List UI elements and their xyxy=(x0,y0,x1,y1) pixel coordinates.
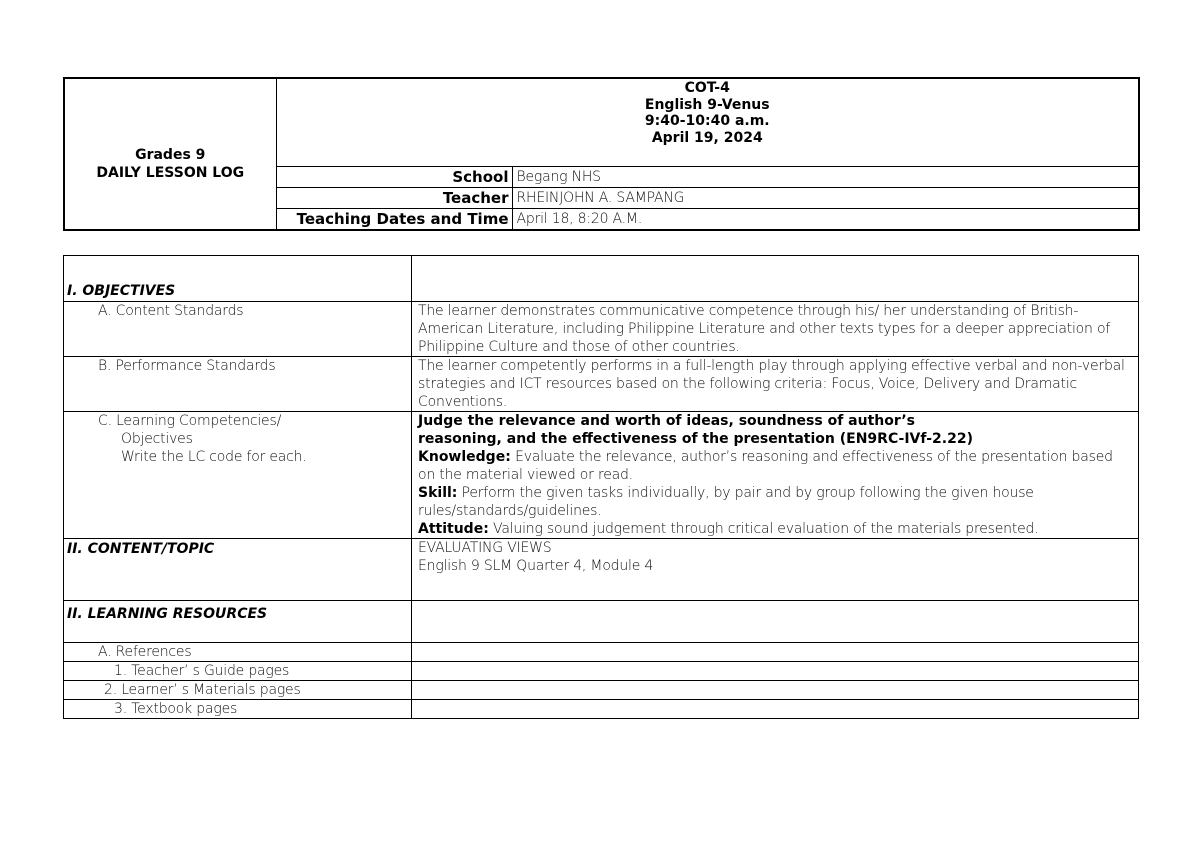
references-label: A. References xyxy=(64,643,412,662)
teacher-guide-pages: 1. Teacher’ s Guide pages xyxy=(64,662,412,681)
grade-cell xyxy=(64,78,276,230)
school-value: Begang NHS xyxy=(512,166,1139,187)
competencies-text xyxy=(412,412,1139,539)
content-topic-cell xyxy=(412,539,1139,601)
textbook-empty-cell xyxy=(412,700,1139,719)
objectives-heading: I. OBJECTIVES xyxy=(64,256,412,302)
cot-info xyxy=(276,78,1139,166)
learning-resources-heading: II. LEARNING RESOURCES xyxy=(64,601,412,643)
attitude-text: Valuing sound judgement through critical evaluation of the materials presented. xyxy=(488,521,1039,537)
cot-date: April 19, 2024 xyxy=(651,129,763,146)
competency-title-line1: Judge the relevance and worth of ideas, soundness of author’s xyxy=(418,413,916,429)
lesson-table xyxy=(63,255,1139,719)
content-standards-label: A. Content Standards xyxy=(64,302,412,357)
competency-title-line2: reasoning, and the effectiveness of the presentation (EN9RC-IVf-2.22) xyxy=(418,431,973,447)
learner-materials-pages: 2. Learner’ s Materials pages xyxy=(64,681,412,700)
content-topic-heading: II. CONTENT/TOPIC xyxy=(64,539,412,601)
teacher-label: Teacher xyxy=(276,187,512,208)
competencies-label xyxy=(64,412,412,539)
content-standards-text: The learner demonstrates communicative competence through his/ her understanding of British-American Literature, including Philippine Literature and other texts types for a deeper appreciation of Philippine Culture and those of other countries. xyxy=(412,302,1139,357)
knowledge-text: Evaluate the relevance, author’s reasoning and effectiveness of the presentation based on the material viewed or read. xyxy=(418,449,1113,483)
attitude-label: Attitude: xyxy=(418,521,489,537)
references-empty-cell xyxy=(412,643,1139,662)
topic-title: EVALUATING VIEWS xyxy=(418,540,552,556)
competencies-label-line3: Write the LC code for each. xyxy=(121,449,307,465)
cot-class: English 9-Venus xyxy=(644,96,770,113)
knowledge-label: Knowledge: xyxy=(418,449,511,465)
teacher-value: RHEINJOHN A. SAMPANG xyxy=(512,187,1139,208)
teacher-guide-empty-cell xyxy=(412,662,1139,681)
learner-materials-empty-cell xyxy=(412,681,1139,700)
skill-text: Perform the given tasks individually, by pair and by group following the given house rules/standards/guidelines. xyxy=(418,485,1034,519)
objectives-empty-cell xyxy=(412,256,1139,302)
dates-label: Teaching Dates and Time xyxy=(276,208,512,230)
competencies-label-line2: Objectives xyxy=(121,431,193,447)
grade-label: Grades 9 xyxy=(135,146,206,163)
header-table xyxy=(63,77,1140,231)
dates-value: April 18, 8:20 A.M. xyxy=(512,208,1139,230)
resources-empty-cell xyxy=(412,601,1139,643)
performance-standards-text: The learner competently performs in a full-length play through applying effective verbal and non-verbal strategies and ICT resources based on the following criteria: Focus, Voice, Delivery and Dramatic Conventions. xyxy=(412,357,1139,412)
textbook-pages: 3. Textbook pages xyxy=(64,700,412,719)
topic-source: English 9 SLM Quarter 4, Module 4 xyxy=(418,558,654,574)
competencies-label-line1: C. Learning Competencies/ xyxy=(98,413,282,429)
log-title: DAILY LESSON LOG xyxy=(96,164,245,181)
performance-standards-label: B. Performance Standards xyxy=(64,357,412,412)
skill-label: Skill: xyxy=(418,485,458,501)
cot-time: 9:40-10:40 a.m. xyxy=(644,113,770,129)
school-label: School xyxy=(276,166,512,187)
cot-number: COT-4 xyxy=(684,80,730,96)
